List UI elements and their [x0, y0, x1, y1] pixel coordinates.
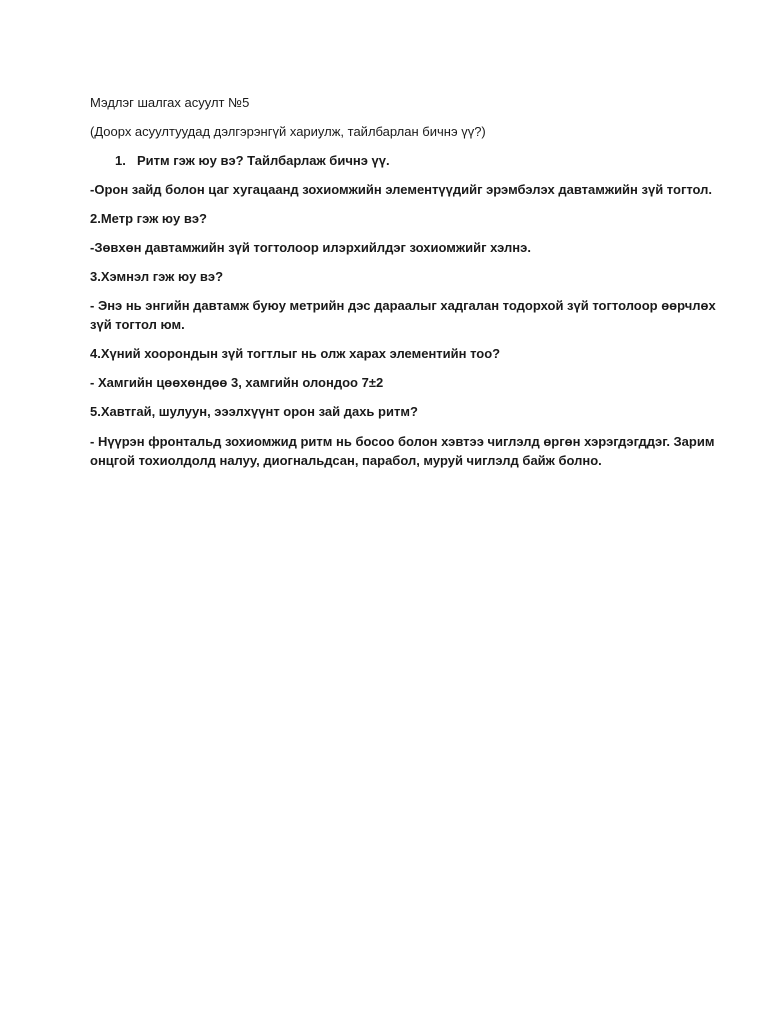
- answer-4: - Хамгийн цөөхөндөө 3, хамгийн олондоо 7±2: [90, 375, 384, 390]
- question-5: 5.Хавтгай, шулуун, эээлхүүнт орон зай дахь ритм?: [90, 404, 418, 419]
- answer-1: -Орон зайд болон цаг хугацаанд зохиомжийн элементүүдийг эрэмбэлэх давтамжийн зүй тогтол.: [90, 182, 713, 197]
- document-title: Мэдлэг шалгах асуулт №5: [90, 95, 250, 110]
- question-1-text: Ритм гэж юу вэ? Тайлбарлаж бичнэ үү.: [137, 153, 390, 168]
- answer-3-line-1: - Энэ нь энгийн давтамж буюу метрийн дэс дараалыг хадгалан тодорхой зүй тогтолоор өөрчлөх: [90, 298, 716, 313]
- question-2: 2.Метр гэж юу вэ?: [90, 211, 207, 226]
- question-1: [115, 150, 715, 171]
- answer-2: -Зөвхөн давтамжийн зүй тогтолоор илэрхийлдэг зохиомжийг хэлнэ.: [90, 240, 531, 255]
- answer-5-line-2: онцгой тохиолдолд налуу, диогнальдсан, парабол, муруй чиглэлд байж болно.: [90, 453, 602, 468]
- question-3: 3.Хэмнэл гэж юу вэ?: [90, 269, 224, 284]
- document-instruction: (Доорх асуултуудад дэлгэрэнгүй хариулж, тайлбарлан бичнэ үү?): [90, 124, 486, 139]
- answer-3-line-2: зүй тогтол юм.: [90, 317, 185, 332]
- answer-5-line-1: - Нүүрэн фронтальд зохиомжид ритм нь босоо болон хэвтээ чиглэлд өргөн хэрэгдэгддэг. Зарим: [90, 434, 715, 449]
- question-1-number: 1.: [115, 153, 126, 168]
- question-4: 4.Хүний хоорондын зүй тогтлыг нь олж харах элементийн тоо?: [90, 346, 501, 361]
